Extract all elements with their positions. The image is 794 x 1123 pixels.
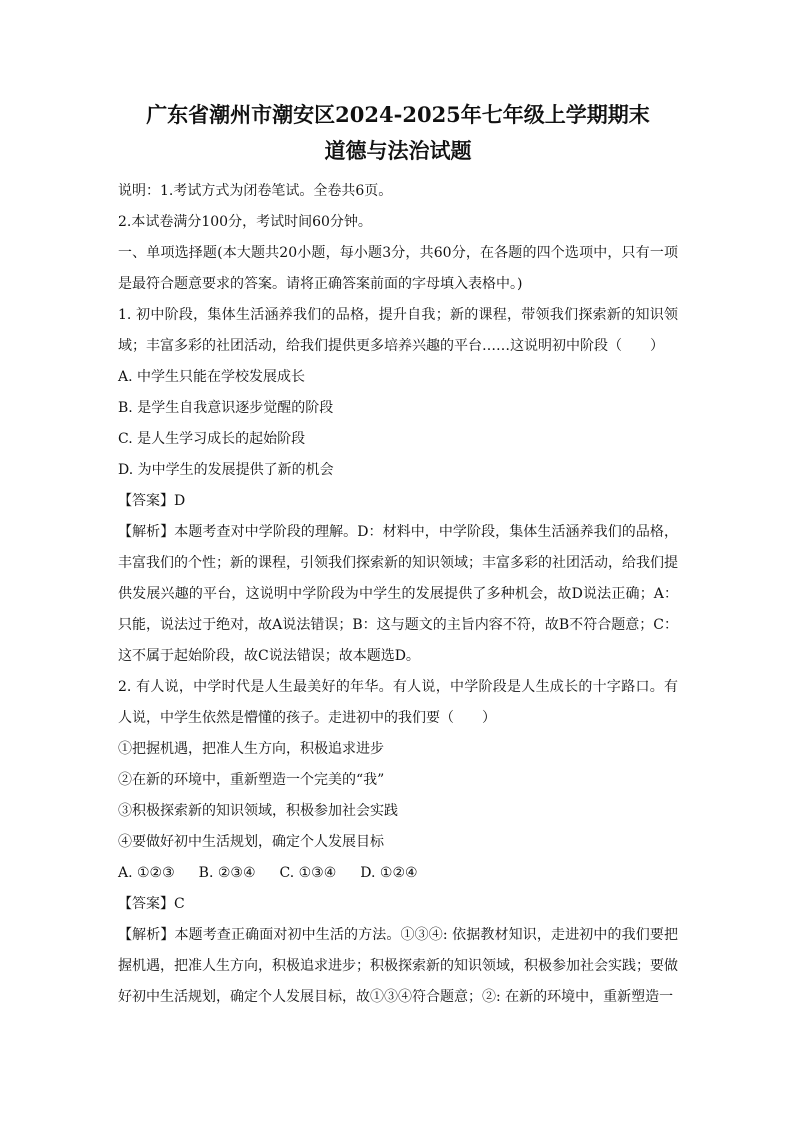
option-b: B. 是学生自我意识逐步觉醒的阶段 — [118, 400, 334, 416]
option-b: B. ②③④ — [198, 865, 256, 881]
question-stem: 1. 初中阶段，集体生活涵养我们的品格，提升自我；新的课程，带领我们探索新的知识领域；丰富多彩的社团活动，给我们提供更多培养兴趣的平台……这说明初中阶段（ ） — [118, 307, 678, 354]
option-c: C. ①③④ — [279, 865, 337, 881]
option-row — [118, 858, 678, 889]
statement-2: ②在新的环境中，重新塑造一个完美的“我” — [118, 772, 385, 788]
statement-4: ④要做好初中生活规划，确定个人发展目标 — [118, 834, 384, 850]
option-d: D. ①②④ — [360, 865, 418, 881]
analysis: 【解析】本题考查对中学阶段的理解。D：材料中，中学阶段，集体生活涵养我们的品格，丰富我们的个性；新的课程，引领我们探索新的知识领域；丰富多彩的社团活动，给我们提供发展兴趣的平台，这说明中学阶段为中学生的发展提供了多种机会，故D说法正确；A：只能，说法过于绝对，故A说法错误；B：这与题文的主旨内容不符，故B不符合题意；C：这不属于起始阶段，故C说法错误；故本题选D。 — [118, 524, 678, 664]
question-2 — [118, 672, 678, 1013]
option-c: C. 是人生学习成长的起始阶段 — [118, 431, 306, 447]
analysis: 【解析】本题考查正确面对初中生活的方法。①③④: 依据教材知识，走进初中的我们要把握机遇，把准人生方向，积极追求进步；积极探索新的知识领域，积极参加社会实践；要做好初中生活规划，确定个人发展目标，故①③④符合题意；②: 在新的环境中，重新塑造一 — [118, 927, 678, 1005]
statement-1: ①把握机遇，把准人生方向，积极追求进步 — [118, 741, 384, 757]
answer: 【答案】D — [118, 493, 186, 509]
option-a: A. 中学生只能在学校发展成长 — [118, 369, 306, 385]
instruction-note-2: 2.本试卷满分100分，考试时间60分钟。 — [118, 214, 372, 230]
answer: 【答案】C — [118, 896, 185, 912]
question-stem: 2. 有人说，中学时代是人生最美好的年华。有人说，中学阶段是人生成长的十字路口。有人说，中学生依然是懵懂的孩子。走进初中的我们要（ ） — [118, 679, 678, 726]
option-a: A. ①②③ — [118, 865, 175, 881]
instruction-note-1: 说明：1.考试方式为闭卷笔试。全卷共6页。 — [118, 183, 393, 199]
option-d: D. 为中学生的发展提供了新的机会 — [118, 462, 334, 478]
exam-page — [118, 100, 678, 1013]
page-title: 广东省潮州市潮安区2024-2025年七年级上学期期末 — [146, 102, 650, 127]
page-subtitle: 道德与法治试题 — [324, 138, 472, 163]
section-heading: 一、单项选择题(本大题共20小题，每小题3分，共60分，在各题的四个选项中，只有一项是最符合题意要求的答案。请将正确答案前面的字母填入表格中。) — [118, 245, 678, 292]
question-1 — [118, 300, 678, 672]
statement-3: ③积极探索新的知识领域，积极参加社会实践 — [118, 803, 398, 819]
